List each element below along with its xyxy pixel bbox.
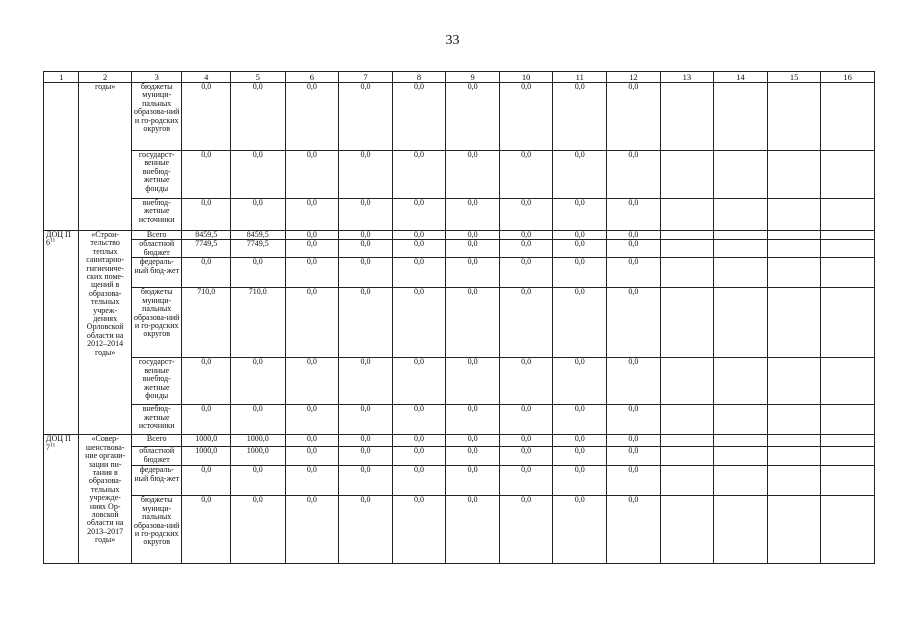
footnote-mark: 11 [50, 237, 56, 244]
value-cell [660, 466, 714, 496]
value-cell: 0,0 [446, 258, 500, 288]
value-cell: 0,0 [446, 447, 500, 466]
program-code: ДОЦ П 6 [46, 230, 71, 248]
value-cell [821, 496, 875, 564]
value-cell: 0,0 [231, 199, 286, 231]
value-cell: 0,0 [339, 231, 393, 240]
value-cell: 0,0 [553, 466, 607, 496]
value-cell: 0,0 [607, 83, 661, 151]
value-cell [660, 151, 714, 199]
value-cell: 0,0 [339, 199, 393, 231]
header-row [44, 72, 875, 83]
value-cell: 0,0 [231, 496, 286, 564]
value-cell [821, 231, 875, 240]
value-cell: 0,0 [553, 83, 607, 151]
value-cell: 0,0 [285, 199, 339, 231]
column-header: 1 [44, 72, 79, 83]
funding-source-cell: Всего [131, 435, 182, 447]
value-cell: 0,0 [446, 240, 500, 258]
value-cell: 0,0 [392, 466, 446, 496]
value-cell: 0,0 [607, 405, 661, 435]
program-name-cell: годы» [79, 83, 132, 231]
value-cell [714, 231, 768, 240]
value-cell [767, 435, 821, 447]
value-cell: 0,0 [499, 240, 553, 258]
value-cell [767, 231, 821, 240]
value-cell [714, 258, 768, 288]
value-cell: 0,0 [499, 358, 553, 405]
funding-source-cell: бюджеты муници-пальных образова-ний и го-родских округов [131, 496, 182, 564]
funding-source-cell: бюджеты муници-пальных образова-ний и го-родских округов [131, 288, 182, 358]
value-cell: 0,0 [499, 258, 553, 288]
column-header: 7 [339, 72, 393, 83]
value-cell: 0,0 [553, 447, 607, 466]
value-cell: 0,0 [499, 496, 553, 564]
value-cell [714, 447, 768, 466]
value-cell [767, 151, 821, 199]
value-cell: 0,0 [446, 151, 500, 199]
table-row [44, 288, 875, 358]
table-row [44, 496, 875, 564]
value-cell: 0,0 [607, 199, 661, 231]
value-cell: 0,0 [285, 258, 339, 288]
value-cell: 0,0 [553, 258, 607, 288]
value-cell: 0,0 [182, 466, 231, 496]
column-header: 16 [821, 72, 875, 83]
value-cell [660, 358, 714, 405]
value-cell [714, 358, 768, 405]
value-cell: 0,0 [285, 435, 339, 447]
value-cell [660, 435, 714, 447]
value-cell: 0,0 [607, 240, 661, 258]
value-cell: 1000,0 [182, 447, 231, 466]
value-cell: 0,0 [285, 447, 339, 466]
value-cell: 0,0 [285, 83, 339, 151]
column-header: 12 [607, 72, 661, 83]
budget-table [43, 71, 875, 564]
value-cell: 0,0 [339, 151, 393, 199]
value-cell [821, 258, 875, 288]
value-cell: 0,0 [607, 231, 661, 240]
value-cell [660, 447, 714, 466]
value-cell: 0,0 [339, 447, 393, 466]
table-row [44, 199, 875, 231]
value-cell: 0,0 [553, 240, 607, 258]
value-cell [714, 199, 768, 231]
value-cell: 0,0 [182, 358, 231, 405]
value-cell: 8459,5 [231, 231, 286, 240]
column-header: 5 [231, 72, 286, 83]
value-cell: 710,0 [231, 288, 286, 358]
value-cell [767, 447, 821, 466]
value-cell: 0,0 [285, 151, 339, 199]
funding-source-cell: федераль-ный бюд-жет [131, 466, 182, 496]
value-cell: 0,0 [499, 83, 553, 151]
value-cell: 0,0 [553, 435, 607, 447]
value-cell: 0,0 [182, 199, 231, 231]
value-cell: 0,0 [285, 405, 339, 435]
value-cell: 0,0 [499, 199, 553, 231]
value-cell: 0,0 [446, 405, 500, 435]
program-code-cell [44, 435, 79, 564]
value-cell: 0,0 [499, 435, 553, 447]
value-cell: 0,0 [392, 151, 446, 199]
value-cell: 0,0 [339, 240, 393, 258]
program-code: ДОЦ П 7 [46, 434, 71, 452]
value-cell: 7749,5 [231, 240, 286, 258]
column-header: 14 [714, 72, 768, 83]
value-cell: 0,0 [607, 288, 661, 358]
value-cell: 0,0 [499, 151, 553, 199]
value-cell [821, 447, 875, 466]
value-cell [767, 358, 821, 405]
value-cell: 0,0 [339, 83, 393, 151]
value-cell [714, 83, 768, 151]
value-cell [767, 288, 821, 358]
funding-source-cell: бюджеты муници-пальных образова-ний и го-родских округов [131, 83, 182, 151]
value-cell: 0,0 [182, 151, 231, 199]
funding-source-cell: Всего [131, 231, 182, 240]
value-cell: 0,0 [392, 240, 446, 258]
column-header: 4 [182, 72, 231, 83]
value-cell: 0,0 [285, 240, 339, 258]
value-cell: 0,0 [446, 288, 500, 358]
value-cell: 1000,0 [231, 435, 286, 447]
value-cell: 0,0 [553, 358, 607, 405]
value-cell: 0,0 [392, 231, 446, 240]
value-cell: 0,0 [392, 199, 446, 231]
value-cell: 0,0 [392, 358, 446, 405]
value-cell [767, 258, 821, 288]
value-cell [821, 466, 875, 496]
funding-source-cell: государст-венные внебюд-жетные фонды [131, 151, 182, 199]
value-cell: 0,0 [446, 358, 500, 405]
program-code-cell [44, 83, 79, 231]
value-cell [714, 240, 768, 258]
value-cell: 0,0 [446, 231, 500, 240]
value-cell [660, 240, 714, 258]
value-cell: 0,0 [607, 435, 661, 447]
value-cell: 0,0 [499, 466, 553, 496]
value-cell [821, 199, 875, 231]
value-cell [714, 288, 768, 358]
value-cell: 0,0 [607, 358, 661, 405]
value-cell: 0,0 [182, 496, 231, 564]
table-row [44, 447, 875, 466]
column-header: 3 [131, 72, 182, 83]
value-cell: 0,0 [553, 405, 607, 435]
column-header: 15 [767, 72, 821, 83]
value-cell [821, 83, 875, 151]
table-row [44, 231, 875, 240]
table-row [44, 358, 875, 405]
value-cell: 0,0 [285, 496, 339, 564]
value-cell [767, 405, 821, 435]
value-cell: 8459,5 [182, 231, 231, 240]
value-cell: 0,0 [231, 83, 286, 151]
funding-source-cell: федераль-ный бюд-жет [131, 258, 182, 288]
value-cell [821, 151, 875, 199]
value-cell [660, 83, 714, 151]
table-row [44, 151, 875, 199]
program-code-cell [44, 231, 79, 435]
value-cell: 0,0 [285, 466, 339, 496]
table-row [44, 83, 875, 151]
table-row [44, 240, 875, 258]
column-header: 11 [553, 72, 607, 83]
funding-source-cell: областной бюджет [131, 447, 182, 466]
value-cell [714, 496, 768, 564]
value-cell: 0,0 [285, 231, 339, 240]
value-cell: 0,0 [339, 496, 393, 564]
value-cell [714, 151, 768, 199]
value-cell: 0,0 [231, 358, 286, 405]
value-cell: 0,0 [392, 83, 446, 151]
value-cell: 0,0 [339, 466, 393, 496]
value-cell: 0,0 [553, 151, 607, 199]
value-cell [660, 258, 714, 288]
value-cell [821, 405, 875, 435]
value-cell: 0,0 [231, 466, 286, 496]
value-cell: 0,0 [553, 199, 607, 231]
value-cell: 0,0 [339, 358, 393, 405]
value-cell [660, 231, 714, 240]
value-cell: 0,0 [553, 496, 607, 564]
value-cell: 0,0 [499, 231, 553, 240]
value-cell: 0,0 [285, 358, 339, 405]
value-cell [714, 435, 768, 447]
value-cell [821, 435, 875, 447]
column-header: 10 [499, 72, 553, 83]
value-cell [767, 240, 821, 258]
value-cell: 0,0 [446, 435, 500, 447]
value-cell: 7749,5 [182, 240, 231, 258]
value-cell: 0,0 [392, 405, 446, 435]
value-cell: 0,0 [285, 288, 339, 358]
value-cell: 0,0 [182, 405, 231, 435]
value-cell: 0,0 [446, 83, 500, 151]
value-cell: 0,0 [339, 435, 393, 447]
program-name-cell: «Строи-тельство теплых санитарно-гигиениче-ских поме-щений в образова-тельных учреж-дениях Орловской области на 2012–2014 годы» [79, 231, 132, 435]
value-cell: 0,0 [607, 447, 661, 466]
value-cell: 0,0 [446, 199, 500, 231]
table-body [44, 72, 875, 564]
value-cell: 0,0 [392, 258, 446, 288]
value-cell: 0,0 [499, 288, 553, 358]
value-cell: 0,0 [231, 405, 286, 435]
value-cell [714, 466, 768, 496]
value-cell [821, 240, 875, 258]
value-cell: 0,0 [607, 151, 661, 199]
page-number: 33 [445, 33, 460, 48]
value-cell: 1000,0 [182, 435, 231, 447]
funding-source-cell: внебюд-жетные источники [131, 199, 182, 231]
value-cell: 0,0 [392, 447, 446, 466]
value-cell: 0,0 [446, 466, 500, 496]
funding-source-cell: государст-венные внебюд-жетные фонды [131, 358, 182, 405]
value-cell: 0,0 [392, 288, 446, 358]
value-cell [660, 288, 714, 358]
value-cell: 0,0 [607, 496, 661, 564]
value-cell: 0,0 [553, 231, 607, 240]
value-cell [821, 358, 875, 405]
value-cell: 710,0 [182, 288, 231, 358]
column-header: 9 [446, 72, 500, 83]
value-cell [767, 199, 821, 231]
table-row [44, 435, 875, 447]
value-cell: 0,0 [392, 435, 446, 447]
column-header: 8 [392, 72, 446, 83]
column-header: 13 [660, 72, 714, 83]
value-cell [660, 405, 714, 435]
value-cell: 0,0 [231, 151, 286, 199]
column-header: 6 [285, 72, 339, 83]
value-cell: 0,0 [499, 405, 553, 435]
value-cell: 0,0 [182, 83, 231, 151]
value-cell: 0,0 [607, 466, 661, 496]
program-name-cell: «Совер-шенствова-ние органи-зации пи-тания в образова-тельных учрежде-ниях Ор-ловской области на 2013–2017 годы» [79, 435, 132, 564]
value-cell [767, 466, 821, 496]
value-cell: 0,0 [231, 258, 286, 288]
value-cell [660, 496, 714, 564]
table-row [44, 405, 875, 435]
value-cell: 0,0 [339, 258, 393, 288]
column-header: 2 [79, 72, 132, 83]
value-cell [821, 288, 875, 358]
value-cell [714, 405, 768, 435]
value-cell: 0,0 [339, 288, 393, 358]
value-cell: 0,0 [607, 258, 661, 288]
value-cell: 0,0 [553, 288, 607, 358]
value-cell: 1000,0 [231, 447, 286, 466]
table-row [44, 258, 875, 288]
value-cell: 0,0 [499, 447, 553, 466]
value-cell [660, 199, 714, 231]
value-cell: 0,0 [392, 496, 446, 564]
funding-source-cell: областной бюджет [131, 240, 182, 258]
value-cell: 0,0 [339, 405, 393, 435]
value-cell [767, 496, 821, 564]
table-row [44, 466, 875, 496]
value-cell [767, 83, 821, 151]
value-cell: 0,0 [446, 496, 500, 564]
footnote-mark: 11 [50, 442, 56, 449]
value-cell: 0,0 [182, 258, 231, 288]
funding-source-cell: внебюд-жетные источники [131, 405, 182, 435]
